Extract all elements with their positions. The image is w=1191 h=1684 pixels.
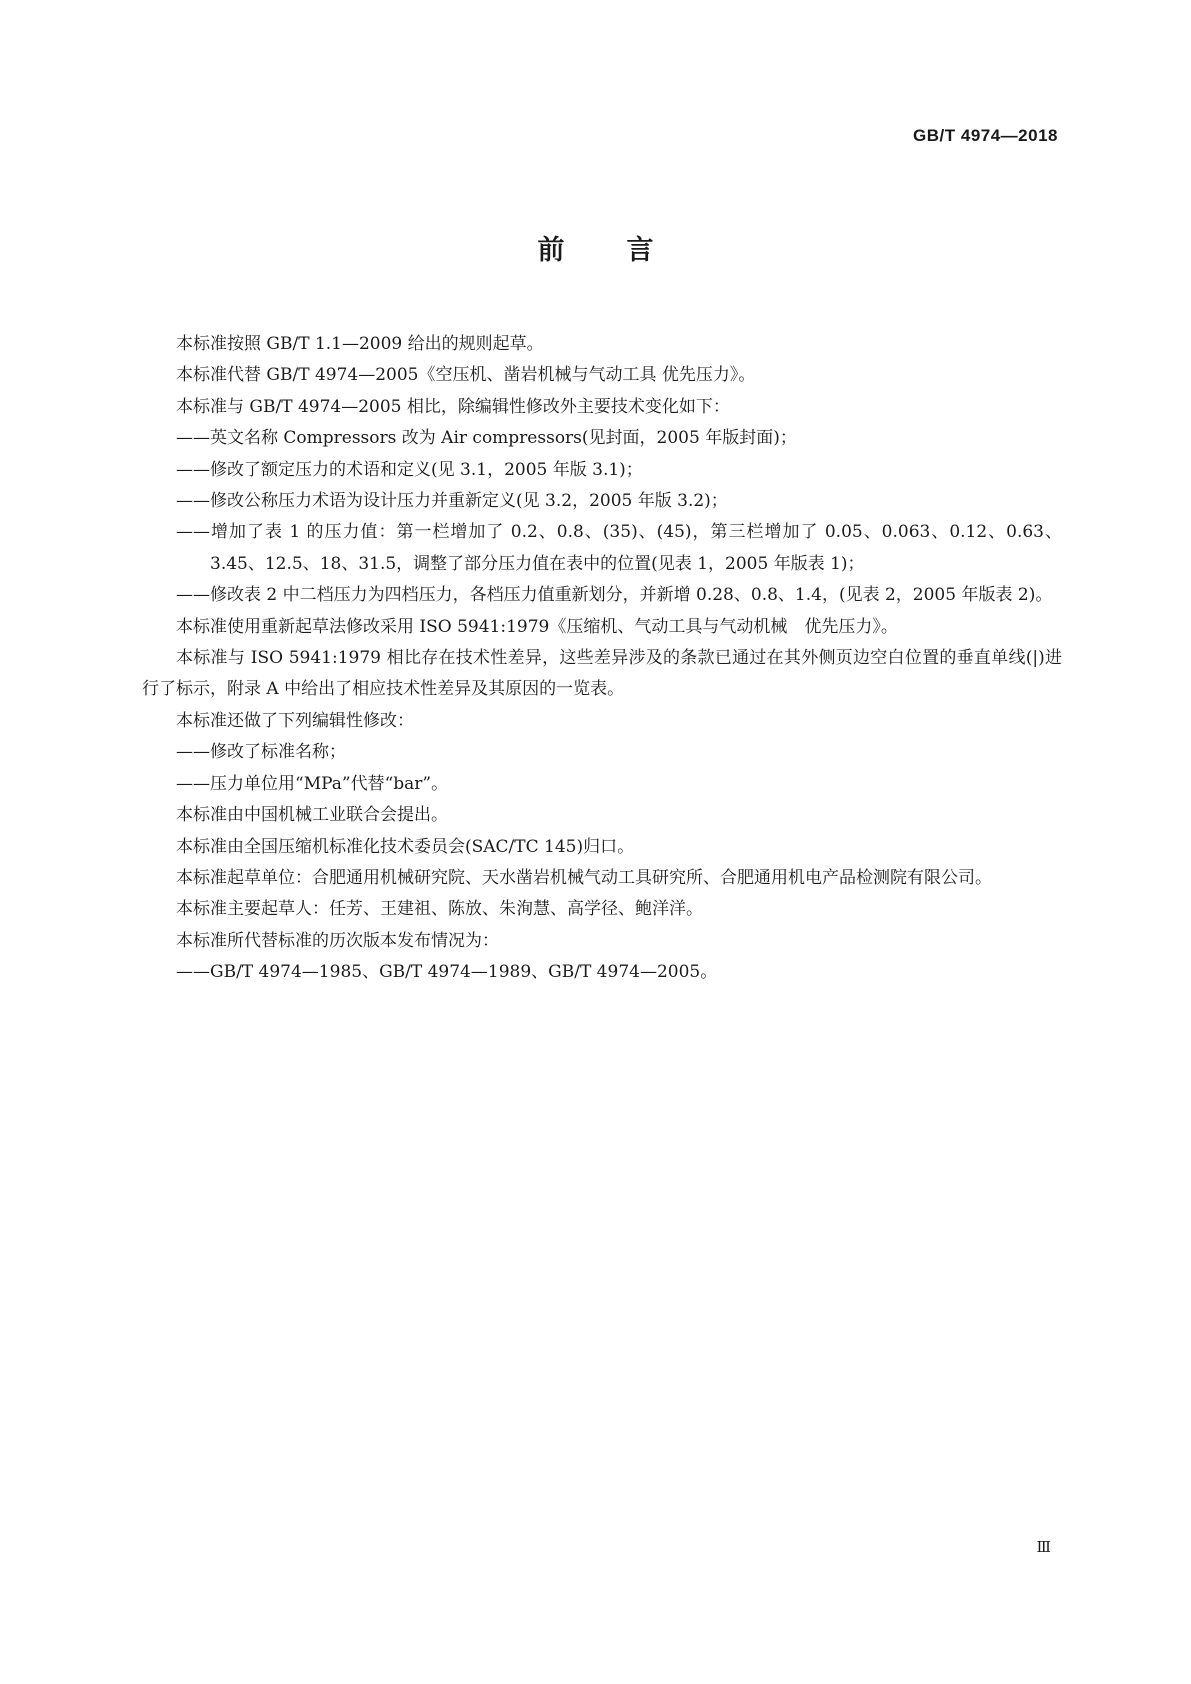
page-number: Ⅲ: [1036, 1538, 1051, 1556]
foreword-paragraph: 本标准由中国机械工业联合会提出。: [176, 805, 448, 826]
standard-code-header: GB/T 4974—2018: [913, 126, 1058, 145]
foreword-paragraph: 本标准所代替标准的历次版本发布情况为：: [176, 930, 499, 951]
foreword-paragraph: 本标准起草单位：合肥通用机械研究院、天水凿岩机械气动工具研究所、合肥通用机电产品检测院有限公司。: [176, 867, 992, 888]
version-history-item: ——GB/T 4974—1985、GB/T 4974—1989、GB/T 4974—2005。: [176, 962, 718, 983]
foreword-paragraph: 本标准与 GB/T 4974—2005 相比，除编辑性修改外主要技术变化如下：: [176, 396, 730, 417]
foreword-paragraph: 本标准与 ISO 5941:1979 相比存在技术性差异，这些差异涉及的条款已通过在其外侧页边空白位置的垂直单线(|)进行了标示，附录 A 中给出了相应技术性差异及其原因的一览表。: [142, 648, 1062, 700]
foreword-body: [142, 329, 1062, 989]
change-list-item: ——修改了额定压力的术语和定义(见 3.1，2005 年版 3.1)；: [176, 459, 643, 480]
foreword-paragraph: 本标准由全国压缩机标准化技术委员会(SAC/TC 145)归口。: [176, 836, 635, 857]
change-list-item: ——英文名称 Compressors 改为 Air compressors(见封面，2005 年版封面)；: [176, 428, 797, 449]
change-list-item: ——增加了表 1 的压力值：第一栏增加了 0.2、0.8、(35)、(45)，第三栏增加了 0.05、0.063、0.12、0.63、3.45、12.5、18、31.5，调整了部分压力值在表中的位置(见表 1，2005 年版表 1)；: [176, 522, 1062, 574]
foreword-paragraph: 本标准代替 GB/T 4974—2005《空压机、凿岩机械与气动工具 优先压力》。: [176, 365, 756, 386]
change-list-item: ——修改公称压力术语为设计压力并重新定义(见 3.2，2005 年版 3.2)；: [176, 491, 728, 512]
foreword-paragraph: 本标准还做了下列编辑性修改：: [176, 710, 414, 731]
editorial-change-item: ——修改了标准名称；: [176, 742, 346, 763]
editorial-change-item: ——压力单位用“MPa”代替“bar”。: [176, 773, 449, 794]
foreword-paragraph: 本标准主要起草人：任芳、王建祖、陈放、朱洵慧、高学径、鲍洋洋。: [176, 899, 703, 920]
page-title: 前言: [537, 235, 716, 266]
change-list-item: ——修改表 2 中二档压力为四档压力，各档压力值重新划分，并新增 0.28、0.8、1.4，(见表 2，2005 年版表 2)。: [176, 585, 1053, 606]
foreword-paragraph: 本标准使用重新起草法修改采用 ISO 5941:1979《压缩机、气动工具与气动机械 优先压力》。: [176, 616, 898, 637]
foreword-paragraph: 本标准按照 GB/T 1.1—2009 给出的规则起草。: [176, 334, 544, 354]
